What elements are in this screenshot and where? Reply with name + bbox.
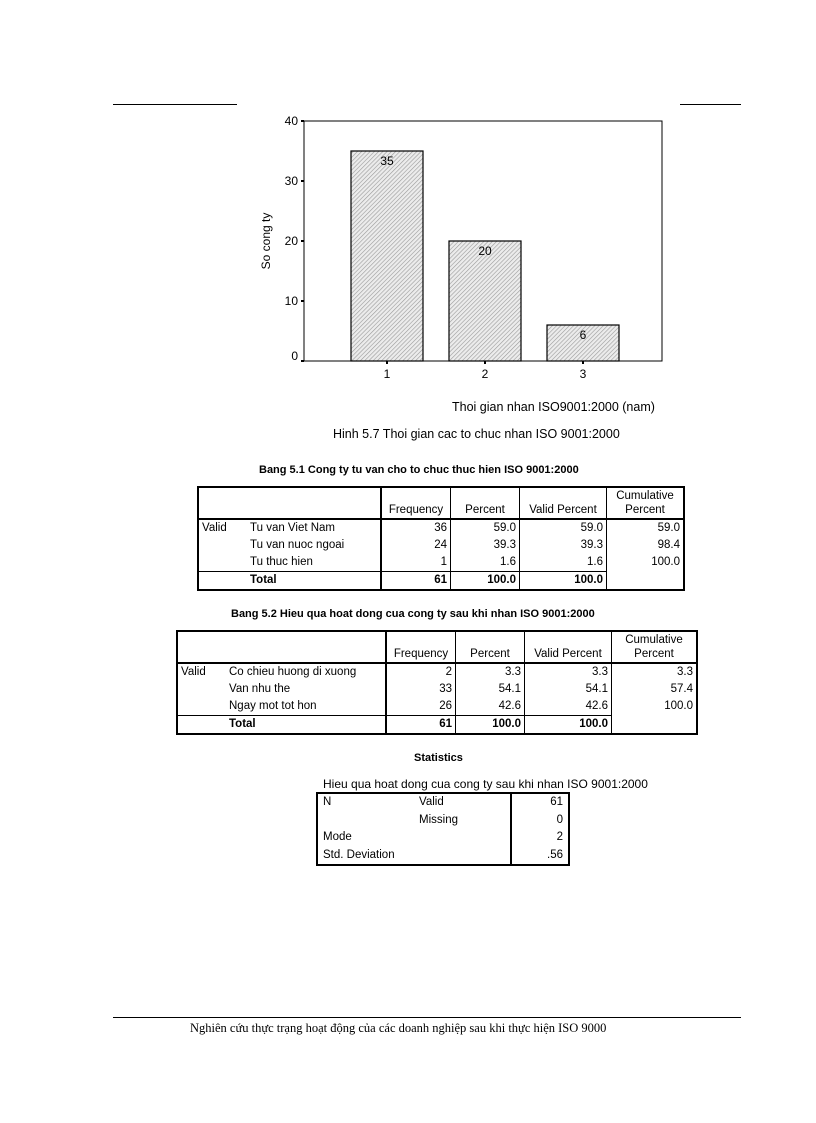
cumulative-cell: 98.4 [657, 539, 680, 551]
table1-header-valid-percent: Valid Percent [520, 487, 607, 519]
cumulative-cell [612, 716, 698, 735]
table2-title: Bang 5.2 Hieu qua hoat dong cua cong ty sau khi nhan ISO 9001:2000 [231, 608, 595, 620]
valid-percent-cell: 39.3 [520, 537, 607, 554]
table-row [177, 663, 697, 681]
table-row [317, 847, 569, 866]
table1-header-frequency: Frequency [381, 487, 451, 519]
table-row [177, 698, 697, 716]
table1-header-cumulative [607, 487, 685, 519]
table1-header-row [198, 487, 684, 519]
table2-header-valid-percent: Valid Percent [525, 631, 612, 663]
frequency-cell: 33 [386, 681, 456, 698]
valid-percent-cell: 59.0 [520, 519, 607, 537]
bar [351, 151, 423, 361]
table1-header-percent: Percent [451, 487, 520, 519]
stat-sub-label [414, 847, 511, 866]
stat-value: 2 [511, 829, 569, 847]
y-tick-label: 10 [284, 294, 298, 308]
y-tick-label: 40 [284, 114, 298, 128]
table1-header-cumulative-line2: Percent [625, 504, 665, 516]
table2 [176, 630, 698, 735]
table-row [177, 681, 697, 698]
row-label: Tu thuc hien [247, 554, 381, 572]
y-tick-label: 20 [284, 234, 298, 248]
frequency-cell: 24 [381, 537, 451, 554]
table1-header-cumulative-line1: Cumulative [616, 490, 674, 502]
stat-label [317, 812, 414, 830]
statistics-title: Statistics [414, 752, 463, 764]
table2-header-frequency: Frequency [386, 631, 456, 663]
frequency-cell: 1 [381, 554, 451, 572]
bar-chart [250, 110, 680, 390]
statistics-table [316, 792, 570, 866]
stat-value: 0 [511, 812, 569, 830]
bar [449, 241, 521, 361]
stat-label: Std. Deviation [323, 848, 395, 861]
table-row [198, 554, 684, 572]
percent-cell: 100.0 [451, 572, 520, 591]
page-footer: Nghiên cứu thực trạng hoạt động của các doanh nghiệp sau khi thực hiện ISO 9000 [190, 1021, 607, 1035]
cumulative-cell: 100.0 [664, 700, 693, 713]
y-tick-label: 30 [284, 174, 298, 188]
cumulative-cell: 57.4 [670, 683, 693, 695]
stat-label: Mode [323, 831, 352, 844]
table-row [317, 829, 569, 847]
stat-sub-label [414, 829, 511, 847]
table1-title: Bang 5.1 Cong ty tu van cho to chuc thuc hien ISO 9001:2000 [259, 464, 579, 476]
cumulative-cell: 3.3 [677, 666, 693, 678]
row-label: Van nhu the [226, 681, 386, 698]
stat-value: .56 [511, 847, 569, 866]
data-label: 20 [478, 244, 492, 258]
table2-header-percent: Percent [456, 631, 525, 663]
statistics-subtitle: Hieu qua hoat dong cua cong ty sau khi nhan ISO 9001:2000 [323, 777, 648, 791]
table2-valid-label: Valid [181, 666, 206, 678]
y-axis-label: So cong ty [259, 212, 273, 270]
percent-cell: 42.6 [456, 698, 525, 716]
x-axis-label: Thoi gian nhan ISO9001:2000 (nam) [452, 400, 655, 414]
valid-percent-cell: 100.0 [520, 572, 607, 591]
table-row [317, 793, 569, 812]
valid-percent-cell: 42.6 [525, 698, 612, 716]
table2-header-cumulative-line1: Cumulative [625, 634, 683, 646]
table2-header-cumulative [612, 631, 698, 663]
frequency-cell: 2 [386, 663, 456, 681]
stat-sub-label: Missing [419, 813, 458, 826]
percent-cell: 59.0 [451, 519, 520, 537]
row-label: Total [226, 716, 386, 735]
frequency-cell: 61 [381, 572, 451, 591]
frequency-cell: 61 [386, 716, 456, 735]
table2-header-row [177, 631, 697, 663]
table1 [197, 486, 685, 591]
table-row [198, 537, 684, 554]
valid-percent-cell: 100.0 [525, 716, 612, 735]
table-row [198, 519, 684, 537]
header-rule-right [680, 104, 741, 105]
valid-percent-cell: 3.3 [525, 663, 612, 681]
figure-caption: Hinh 5.7 Thoi gian cac to chuc nhan ISO 9001:2000 [333, 427, 620, 441]
row-label: Total [247, 572, 381, 591]
valid-percent-cell: 54.1 [525, 681, 612, 698]
percent-cell: 1.6 [451, 554, 520, 572]
row-label: Co chieu huong di xuong [226, 663, 386, 681]
table-row [317, 812, 569, 830]
stat-sub-label: Valid [419, 796, 444, 809]
frequency-cell: 26 [386, 698, 456, 716]
valid-percent-cell: 1.6 [520, 554, 607, 572]
table-row [198, 572, 684, 591]
percent-cell: 3.3 [456, 663, 525, 681]
table-row [177, 716, 697, 735]
data-label: 6 [579, 328, 587, 342]
x-tick-label: 1 [383, 367, 391, 381]
cumulative-cell [607, 572, 685, 591]
footer-rule [113, 1017, 741, 1018]
y-tick-label: 0 [291, 349, 298, 363]
percent-cell: 54.1 [456, 681, 525, 698]
cumulative-cell: 100.0 [651, 556, 680, 569]
table1-valid-label: Valid [202, 522, 227, 534]
x-tick-label: 2 [481, 367, 489, 381]
percent-cell: 100.0 [456, 716, 525, 735]
table2-header-cumulative-line2: Percent [634, 648, 674, 660]
header-rule-left [113, 104, 237, 105]
x-tick-label: 3 [579, 367, 587, 381]
percent-cell: 39.3 [451, 537, 520, 554]
data-label: 35 [380, 154, 394, 168]
row-label: Tu van Viet Nam [247, 519, 381, 537]
frequency-cell: 36 [381, 519, 451, 537]
stat-label: N [323, 796, 332, 809]
stat-value: 61 [511, 793, 569, 812]
cumulative-cell: 59.0 [657, 522, 680, 534]
row-label: Ngay mot tot hon [226, 698, 386, 716]
row-label: Tu van nuoc ngoai [247, 537, 381, 554]
